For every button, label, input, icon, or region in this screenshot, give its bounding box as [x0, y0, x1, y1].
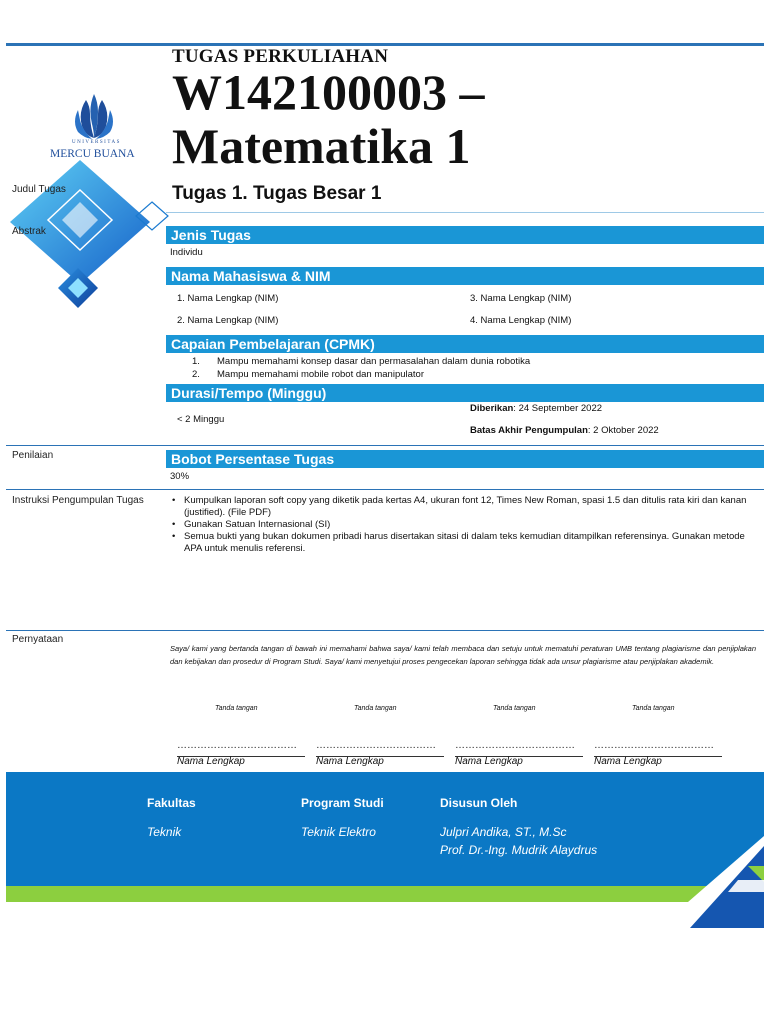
- label-instruksi: Instruksi Pengumpulan Tugas: [12, 495, 144, 506]
- section-nama-mahasiswa: Nama Mahasiswa & NIM: [166, 267, 764, 285]
- sign-dots-1[interactable]: ………………………………: [177, 740, 297, 751]
- instruksi-item-1: • Kumpulkan laporan soft copy yang diketik pada kertas A4, ukuran font 12, Times New Roman, spasi 1.5 dan ditulis rata kiri dan kanan (justified). (File PDF): [170, 495, 755, 519]
- mahasiswa-item-3: 3. Nama Lengkap (NIM): [470, 293, 572, 304]
- assignment-title: Tugas 1. Tugas Besar 1: [172, 183, 382, 204]
- section-cpmk: Capaian Pembelajaran (CPMK): [166, 335, 764, 353]
- sign-name-2: Nama Lengkap: [316, 756, 384, 767]
- instruksi-item-3: • Semua bukti yang bukan dokumen pribadi harus disertakan sitasi di dalam teks kemudian ditampilkan referensinya. Gunakan metode APA untuk menulis referensi.: [170, 531, 755, 555]
- cpmk-num-2: 2.: [192, 369, 200, 380]
- sign-name-4: Nama Lengkap: [594, 756, 662, 767]
- instruksi-list: [170, 495, 755, 555]
- sign-label-2: Tanda tangan: [354, 705, 397, 712]
- pernyataan-text: Saya/ kami yang bertanda tangan di bawah ini memahami bahwa saya/ kami telah membaca dan setuju untuk mematuhi peraturan UMB tentang plagiarisme dan penjiplakan dan kebijakan dan prosedur di Program Studi. Saya/ kami menyetujui proses pengecekan laporan sehingga tidak ada unsur plagiarisme atau penjiplakan akademik.: [170, 644, 756, 666]
- diberikan-label: Diberikan: [470, 403, 514, 414]
- footer-corner-graphic: [688, 836, 764, 928]
- course-name-title: Matematika 1: [172, 118, 471, 174]
- footer-fakultas-value: Teknik: [147, 825, 182, 839]
- section-jenis-tugas: Jenis Tugas: [166, 226, 764, 244]
- logo-name-text: MERCU BUANA: [50, 148, 135, 160]
- footer-disusun-label: Disusun Oleh: [440, 796, 518, 810]
- diberikan-line: [470, 403, 602, 414]
- sign-name-3: Nama Lengkap: [455, 756, 523, 767]
- pernyataan-rule: [6, 630, 764, 631]
- label-penilaian: Penilaian: [12, 450, 54, 461]
- batas-label: Batas Akhir Pengumpulan: [470, 425, 588, 436]
- overline-title: TUGAS PERKULIAHAN: [172, 46, 389, 67]
- logo-universitas-text: UNIVERSITAS: [72, 140, 121, 145]
- title-rule: [166, 212, 764, 213]
- instruksi-item-2: • Gunakan Satuan Internasional (SI): [170, 519, 755, 531]
- footer-prodi-value: Teknik Elektro: [301, 825, 376, 839]
- label-pernyataan: Pernyataan: [12, 634, 64, 645]
- footer-fakultas-label: Fakultas: [147, 796, 196, 810]
- footer-panel: [6, 772, 764, 902]
- sign-dots-3[interactable]: ………………………………: [455, 740, 575, 751]
- bobot-value: 30%: [170, 471, 190, 482]
- footer-prodi-label: Program Studi: [301, 796, 384, 810]
- durasi-value: < 2 Minggu: [177, 414, 225, 425]
- instruksi-rule: [6, 489, 764, 490]
- footer-green-strip: [6, 886, 764, 902]
- mahasiswa-item-1: 1. Nama Lengkap (NIM): [177, 293, 279, 304]
- sign-dots-2[interactable]: ………………………………: [316, 740, 436, 751]
- course-code-title: W142100003 –: [172, 64, 485, 120]
- sign-label-3: Tanda tangan: [493, 705, 536, 712]
- section-bobot: Bobot Persentase Tugas: [166, 450, 764, 468]
- sign-dots-4[interactable]: ………………………………: [594, 740, 714, 751]
- sign-label-4: Tanda tangan: [632, 705, 675, 712]
- mahasiswa-item-2: 2. Nama Lengkap (NIM): [177, 315, 279, 326]
- cpmk-num-1: 1.: [192, 356, 200, 367]
- mahasiswa-item-4: 4. Nama Lengkap (NIM): [470, 315, 572, 326]
- label-abstrak: Abstrak: [12, 226, 46, 237]
- label-judul-tugas: Judul Tugas: [12, 184, 66, 195]
- cpmk-item-1: Mampu memahami konsep dasar dan permasalahan dalam dunia robotika: [217, 356, 531, 367]
- jenis-tugas-value: Individu: [170, 247, 203, 258]
- footer-author-2: Prof. Dr.-Ing. Mudrik Alaydrus: [440, 843, 598, 857]
- batas-line: [470, 425, 659, 436]
- diberikan-value: : 24 September 2022: [513, 403, 603, 414]
- penilaian-rule: [6, 445, 764, 446]
- mercu-buana-emblem-icon: [48, 92, 140, 142]
- batas-value: : 2 Oktober 2022: [587, 425, 659, 436]
- sign-name-1: Nama Lengkap: [177, 756, 245, 767]
- sign-label-1: Tanda tangan: [215, 705, 258, 712]
- footer-author-1: Julpri Andika, ST., M.Sc: [440, 825, 567, 839]
- cpmk-item-2: Mampu memahami mobile robot dan manipulator: [217, 369, 424, 380]
- section-durasi: Durasi/Tempo (Minggu): [166, 384, 764, 402]
